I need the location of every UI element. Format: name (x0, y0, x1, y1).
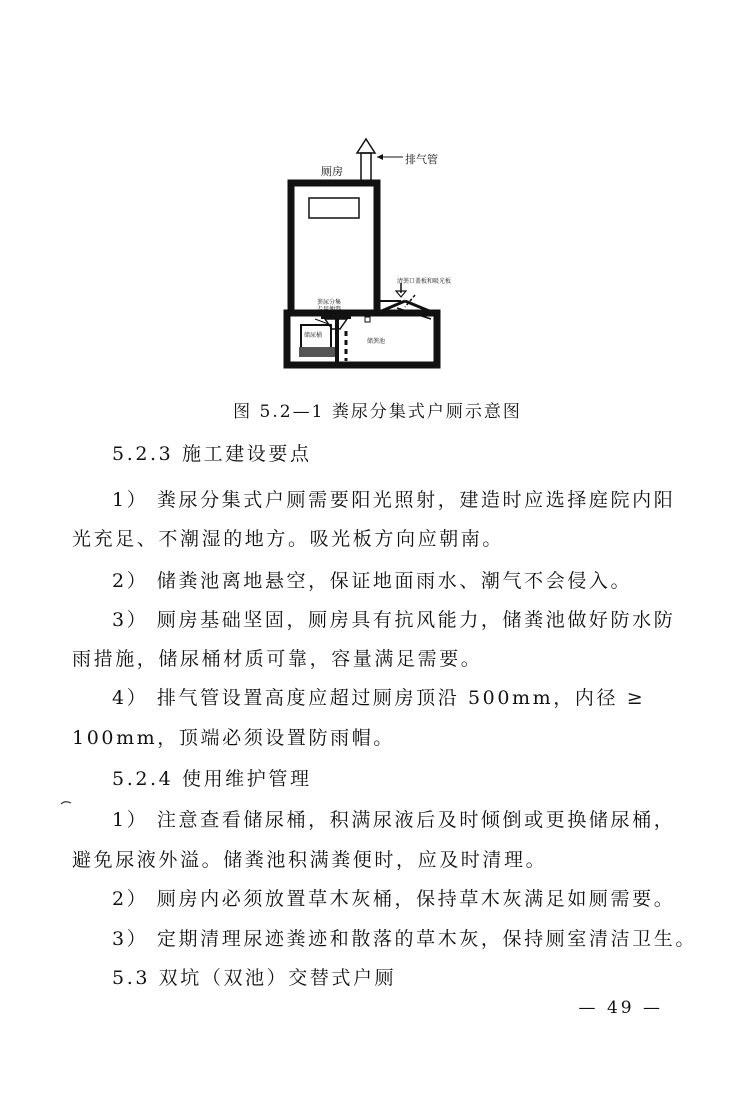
vent-pipe-shape (361, 153, 371, 183)
paragraph-line: 3） 厕房基础坚固，厕房具有抗风能力，储粪池做好防水防 (112, 609, 676, 631)
window-shape (309, 198, 359, 218)
label-vent-pipe: 排气管 (405, 153, 438, 166)
paragraph-line: 2） 储粪池离地悬空，保证地面雨水、潮气不会侵入。 (112, 570, 633, 592)
label-urine-bucket: 储尿桶 (304, 332, 323, 339)
figure-caption: 图 5.2—1 粪尿分集式户厕示意图 (233, 402, 522, 422)
scan-artifact-mark (60, 795, 72, 809)
section-heading-5-3: 5.3 双坑（双池）交替式户厕 (112, 967, 397, 989)
paragraph-line: 避免尿液外溢。储粪池积满粪便时，应及时清理。 (72, 849, 548, 871)
paragraph-line: 2） 厕房内必须放置草木灰桶，保持草木灰满足如厕需要。 (112, 888, 676, 910)
paragraph-line: 1） 粪尿分集式户厕需要阳光照射，建造时应选择庭院内阳 (112, 489, 676, 511)
paragraph-line: 3） 定期清理尿迹粪迹和散落的草木灰，保持厕室清洁卫生。 (112, 928, 697, 950)
paragraph-line: 雨措施，储尿桶材质可靠，容量满足需要。 (72, 648, 483, 670)
foundation-wall (287, 313, 437, 365)
vent-arrow-icon (357, 139, 375, 153)
scan-artifact-icon (60, 800, 72, 806)
paragraph-line: 100mm，顶端必须设置防雨帽。 (72, 727, 395, 749)
label-toilet-room: 厕房 (321, 165, 343, 178)
label-urine-diversion-pan: 粪尿分集 专用便器 (317, 299, 342, 313)
label-cleanout-cover: 清粪口盖板和吸光板 (397, 278, 452, 285)
toilet-diagram (265, 135, 480, 375)
section-heading-5-2-4: 5.2.4 使用维护管理 (112, 768, 312, 790)
label-feces-pit: 储粪池 (367, 338, 386, 345)
paragraph-line: 4） 排气管设置高度应超过厕房顶沿 500mm，内径 ≥ (112, 687, 646, 709)
section-heading-5-2-3: 5.2.3 施工建设要点 (112, 443, 312, 465)
paragraph-line: 1） 注意查看储尿桶，积满尿液后及时倾倒或更换储尿桶， (112, 809, 676, 831)
page-number: — 49 — (578, 998, 663, 1018)
toilet-room-wall (291, 183, 377, 313)
paragraph-line: 光充足、不潮湿的地方。吸光板方向应朝南。 (72, 528, 505, 550)
